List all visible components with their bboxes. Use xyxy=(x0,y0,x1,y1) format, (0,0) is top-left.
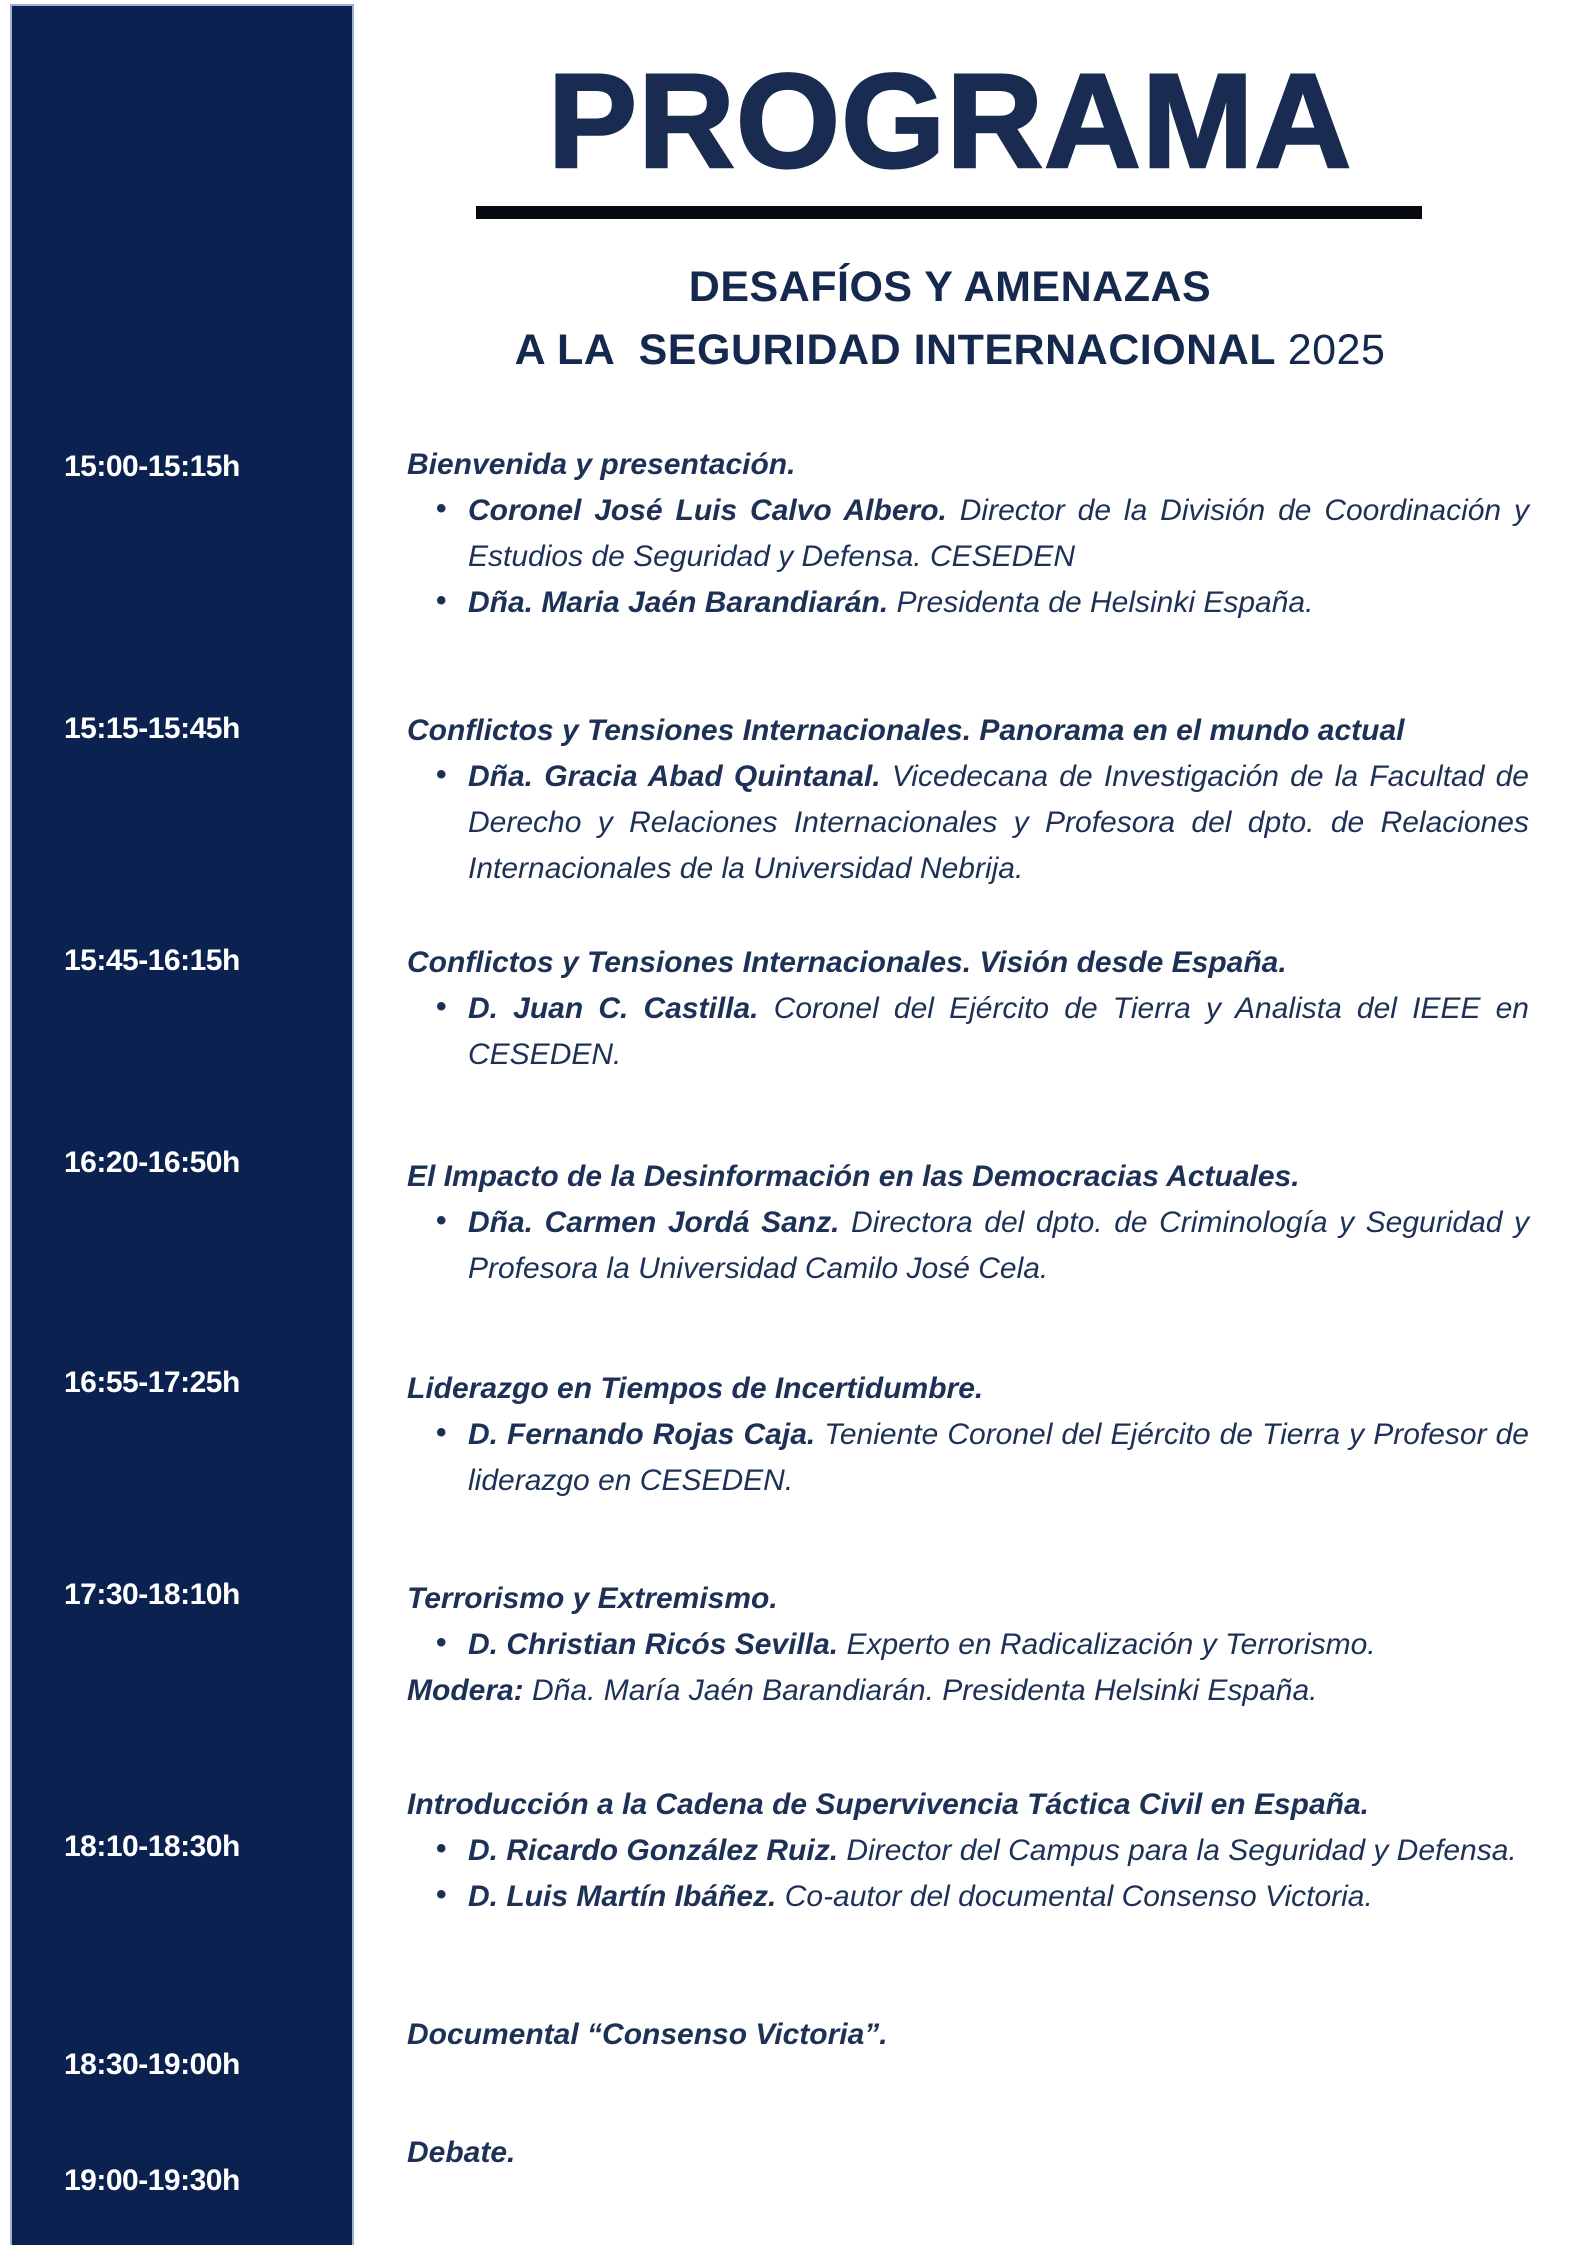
bullet-icon: • xyxy=(436,492,447,525)
time-slot-1: 15:00-15:15h xyxy=(64,450,240,483)
bullet-icon: • xyxy=(436,584,447,617)
moderator-name: Dña. María Jaén Barandiarán. Presidenta Helsinki España. xyxy=(532,1674,1318,1707)
speaker-name: D. Juan C. Castilla. xyxy=(468,992,759,1025)
time-slot-9: 19:00-19:30h xyxy=(64,2164,240,2197)
speaker-role: Coronel del Ejército de Tierra y Analista del IEEE en CESEDEN. xyxy=(468,992,1529,1071)
session-block-3 xyxy=(407,940,1529,1078)
session-title: Conflictos y Tensiones Internacionales. Visión desde España. xyxy=(407,946,1287,979)
time-slot-8: 18:30-19:00h xyxy=(64,2048,240,2081)
speaker-role: Director de la División de Coordinación y Estudios de Seguridad y Defensa. CESEDEN xyxy=(468,494,1529,573)
session-title: Documental “Consenso Victoria”. xyxy=(407,2018,888,2051)
speaker-name: Dña. Maria Jaén Barandiarán. xyxy=(468,586,889,619)
speaker-name: D. Christian Ricós Sevilla. xyxy=(468,1628,839,1661)
time-slot-6: 17:30-18:10h xyxy=(64,1578,240,1611)
subtitle-line-1: DESAFÍOS Y AMENAZAS xyxy=(688,263,1212,311)
bullet-icon: • xyxy=(436,990,447,1023)
session-title: Liderazgo en Tiempos de Incertidumbre. xyxy=(407,1372,984,1405)
session-block-9 xyxy=(407,2130,1529,2176)
session-title: Terrorismo y Extremismo. xyxy=(407,1582,778,1615)
speaker-item xyxy=(407,580,1529,626)
speaker-name: D. Fernando Rojas Caja. xyxy=(468,1418,816,1451)
speaker-name: Dña. Carmen Jordá Sanz. xyxy=(468,1206,840,1239)
speaker-item xyxy=(407,754,1529,892)
session-block-6 xyxy=(407,1576,1529,1714)
session-title: Conflictos y Tensiones Internacionales. Panorama en el mundo actual xyxy=(407,714,1405,747)
speaker-item xyxy=(407,1412,1529,1504)
page-title: PROGRAMA xyxy=(547,47,1353,196)
moderator-label: Modera: xyxy=(407,1674,524,1707)
speaker-name: Coronel José Luis Calvo Albero. xyxy=(468,494,947,527)
time-slot-3: 15:45-16:15h xyxy=(64,944,240,977)
time-slot-2: 15:15-15:45h xyxy=(64,712,240,745)
subtitle-line-2 xyxy=(313,325,1587,375)
bullet-icon: • xyxy=(436,1204,447,1237)
time-slot-7: 18:10-18:30h xyxy=(64,1830,240,1863)
speaker-role: Directora del dpto. de Criminología y Seguridad y Profesora la Universidad Camilo José Cela. xyxy=(468,1206,1529,1285)
speaker-item xyxy=(407,986,1529,1078)
subtitle-year: 2025 xyxy=(1287,326,1386,374)
session-block-5 xyxy=(407,1366,1529,1504)
speaker-role: Teniente Coronel del Ejército de Tierra y Profesor de liderazgo en CESEDEN. xyxy=(468,1418,1529,1497)
speaker-item xyxy=(407,488,1529,580)
speaker-role: Experto en Radicalización y Terrorismo. xyxy=(846,1628,1376,1661)
bullet-icon: • xyxy=(436,1832,447,1865)
bullet-icon: • xyxy=(436,1878,447,1911)
session-block-1 xyxy=(407,442,1529,626)
session-block-4 xyxy=(407,1154,1529,1292)
speaker-role: Director del Campus para la Seguridad y Defensa. xyxy=(846,1834,1517,1867)
speaker-name: D. Ricardo González Ruiz. xyxy=(468,1834,839,1867)
session-title: Introducción a la Cadena de Supervivencia Táctica Civil en España. xyxy=(407,1788,1369,1821)
speaker-item xyxy=(407,1622,1529,1668)
session-title: Debate. xyxy=(407,2136,516,2169)
speaker-name: D. Luis Martín Ibáñez. xyxy=(468,1880,777,1913)
speaker-item xyxy=(407,1200,1529,1292)
session-block-8 xyxy=(407,2012,1529,2058)
speaker-role: Co-autor del documental Consenso Victoria. xyxy=(784,1880,1373,1913)
moderator-line xyxy=(407,1668,1529,1714)
bullet-icon: • xyxy=(436,758,447,791)
title-underline xyxy=(476,206,1422,219)
session-title: El Impacto de la Desinformación en las Democracias Actuales. xyxy=(407,1160,1300,1193)
session-title: Bienvenida y presentación. xyxy=(407,448,796,481)
speaker-name: Dña. Gracia Abad Quintanal. xyxy=(468,760,881,793)
time-slot-4: 16:20-16:50h xyxy=(64,1146,240,1179)
bullet-icon: • xyxy=(436,1626,447,1659)
speaker-item xyxy=(407,1874,1529,1920)
session-block-7 xyxy=(407,1782,1529,1920)
timeline-sidebar xyxy=(10,4,354,2245)
speaker-item xyxy=(407,1828,1529,1874)
time-slot-5: 16:55-17:25h xyxy=(64,1366,240,1399)
session-block-2 xyxy=(407,708,1529,892)
bullet-icon: • xyxy=(436,1416,447,1449)
speaker-role: Presidenta de Helsinki España. xyxy=(896,586,1314,619)
speaker-role: Vicedecana de Investigación de la Facultad de Derecho y Relaciones Internacionales y Profesora del dpto. de Relaciones Internacionales de la Universidad Nebrija. xyxy=(468,760,1529,885)
subtitle-line-2-text: A LA SEGURIDAD INTERNACIONAL xyxy=(514,326,1276,374)
